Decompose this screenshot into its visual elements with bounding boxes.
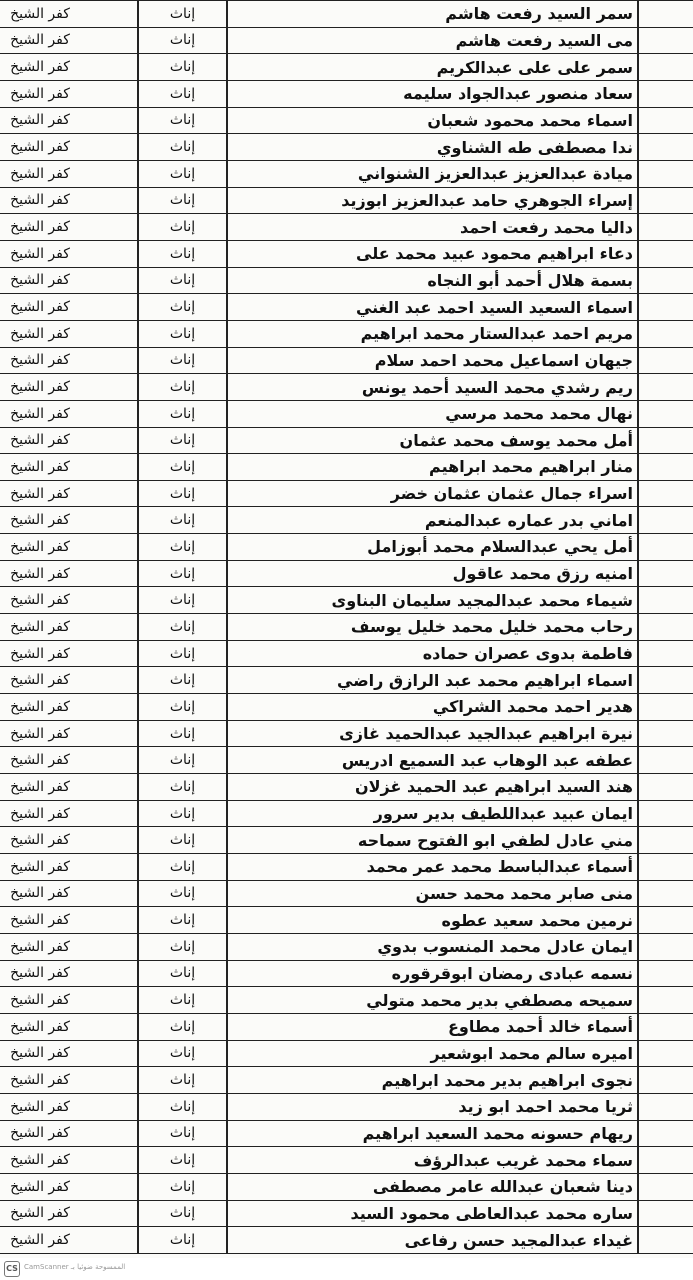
blank-cell [80,854,138,881]
name-cell: مريم احمد عبدالستار محمد ابراهيم [227,320,638,347]
blank-cell [638,1200,693,1227]
blank-cell [80,1200,138,1227]
gender-cell: إناث [138,880,227,907]
name-cell: اميره سالم محمد ابوشعير [227,1040,638,1067]
governorate-cell: كفر الشيخ [0,933,80,960]
name-cell: اسماء السعيد السيد احمد عبد الغني [227,294,638,321]
names-table-body [0,1,693,1254]
scanner-footer [0,1258,693,1280]
name-cell: نسمه عبادى رمضان ابوقرقوره [227,960,638,987]
blank-cell [80,933,138,960]
blank-cell [638,80,693,107]
blank-cell [80,907,138,934]
gender-cell: إناث [138,534,227,561]
name-cell: هند السيد ابراهيم عبد الحميد غزلان [227,774,638,801]
governorate-cell: كفر الشيخ [0,480,80,507]
table-row [0,854,693,881]
gender-cell: إناث [138,933,227,960]
blank-cell [80,1147,138,1174]
table-row [0,480,693,507]
blank-cell [638,294,693,321]
name-cell: إسراء الجوهري حامد عبدالعزيز ابوزيد [227,187,638,214]
gender-cell: إناث [138,267,227,294]
table-row [0,507,693,534]
blank-cell [80,1173,138,1200]
blank-cell [80,267,138,294]
blank-cell [638,614,693,641]
gender-cell: إناث [138,1013,227,1040]
blank-cell [80,320,138,347]
blank-cell [638,987,693,1014]
blank-cell [638,187,693,214]
governorate-cell: كفر الشيخ [0,774,80,801]
name-cell: دينا شعبان عبدالله عامر مصطفى [227,1173,638,1200]
table-row [0,907,693,934]
gender-cell: إناث [138,640,227,667]
blank-cell [638,160,693,187]
governorate-cell: كفر الشيخ [0,347,80,374]
blank-cell [80,214,138,241]
table-row [0,640,693,667]
blank-cell [80,774,138,801]
governorate-cell: كفر الشيخ [0,694,80,721]
name-cell: منار ابراهيم محمد ابراهيم [227,454,638,481]
table-row [0,240,693,267]
table-row [0,1040,693,1067]
gender-cell: إناث [138,907,227,934]
gender-cell: إناث [138,587,227,614]
governorate-cell: كفر الشيخ [0,240,80,267]
name-cell: هدير احمد محمد الشراكي [227,694,638,721]
name-cell: اسماء محمد محمود شعبان [227,107,638,134]
governorate-cell: كفر الشيخ [0,134,80,161]
governorate-cell: كفر الشيخ [0,587,80,614]
camscanner-logo-icon: CS [4,1261,20,1277]
name-cell: منى صابر محمد محمد حسن [227,880,638,907]
blank-cell [80,827,138,854]
blank-cell [80,800,138,827]
governorate-cell: كفر الشيخ [0,1147,80,1174]
name-cell: رحاب محمد خليل محمد خليل يوسف [227,614,638,641]
blank-cell [80,1,138,28]
blank-cell [80,507,138,534]
name-cell: ساره محمد عبدالعاطى محمود السيد [227,1200,638,1227]
name-cell: مني عادل لطفي ابو الفتوح سماحه [227,827,638,854]
name-cell: ريم رشدي محمد السيد أحمد يونس [227,374,638,401]
blank-cell [638,1040,693,1067]
governorate-cell: كفر الشيخ [0,214,80,241]
table-row [0,987,693,1014]
gender-cell: إناث [138,560,227,587]
blank-cell [638,774,693,801]
governorate-cell: كفر الشيخ [0,747,80,774]
name-cell: جيهان اسماعيل محمد احمد سلام [227,347,638,374]
table-row [0,880,693,907]
governorate-cell: كفر الشيخ [0,374,80,401]
blank-cell [638,1013,693,1040]
blank-cell [80,747,138,774]
name-cell: اسماء ابراهيم محمد عبد الرازق راضي [227,667,638,694]
gender-cell: إناث [138,80,227,107]
blank-cell [638,107,693,134]
governorate-cell: كفر الشيخ [0,534,80,561]
name-cell: عطفه عبد الوهاب عبد السميع ادريس [227,747,638,774]
blank-cell [638,54,693,81]
blank-cell [638,587,693,614]
blank-cell [638,933,693,960]
blank-cell [80,640,138,667]
table-row [0,614,693,641]
governorate-cell: كفر الشيخ [0,267,80,294]
blank-cell [80,1040,138,1067]
governorate-cell: كفر الشيخ [0,614,80,641]
name-cell: سمر على على عبدالكريم [227,54,638,81]
governorate-cell: كفر الشيخ [0,427,80,454]
blank-cell [80,160,138,187]
governorate-cell: كفر الشيخ [0,1040,80,1067]
governorate-cell: كفر الشيخ [0,854,80,881]
governorate-cell: كفر الشيخ [0,187,80,214]
name-cell: ايمان عادل محمد المنسوب بدوي [227,933,638,960]
scanner-watermark-text: CamScanner الممسوحة ضوئيا بـ [24,1263,126,1271]
governorate-cell: كفر الشيخ [0,800,80,827]
table-row [0,294,693,321]
name-cell: ايمان عبيد عبداللطيف بدير سرور [227,800,638,827]
gender-cell: إناث [138,107,227,134]
name-cell: بسمة هلال أحمد أبو النجاه [227,267,638,294]
governorate-cell: كفر الشيخ [0,54,80,81]
name-cell: أسماء عبدالباسط محمد عمر محمد [227,854,638,881]
governorate-cell: كفر الشيخ [0,294,80,321]
name-cell: نجوى ابراهيم بدير محمد ابراهيم [227,1067,638,1094]
blank-cell [80,1013,138,1040]
governorate-cell: كفر الشيخ [0,507,80,534]
blank-cell [638,1120,693,1147]
blank-cell [80,134,138,161]
name-cell: أمل يحي عبدالسلام محمد أبوزامل [227,534,638,561]
blank-cell [80,27,138,54]
gender-cell: إناث [138,1120,227,1147]
table-row [0,1013,693,1040]
table-row [0,827,693,854]
governorate-cell: كفر الشيخ [0,1067,80,1094]
blank-cell [80,987,138,1014]
table-row [0,1200,693,1227]
blank-cell [638,134,693,161]
gender-cell: إناث [138,747,227,774]
name-cell: ثريا محمد احمد ابو زيد [227,1093,638,1120]
governorate-cell: كفر الشيخ [0,1200,80,1227]
table-row [0,560,693,587]
gender-cell: إناث [138,1173,227,1200]
blank-cell [638,480,693,507]
blank-cell [80,667,138,694]
blank-cell [80,374,138,401]
blank-cell [80,294,138,321]
table-row [0,160,693,187]
table-row [0,667,693,694]
name-cell: ندا مصطفى طه الشناوي [227,134,638,161]
table-row [0,1120,693,1147]
blank-cell [638,400,693,427]
table-row [0,80,693,107]
blank-cell [638,1227,693,1254]
table-row [0,107,693,134]
blank-cell [638,747,693,774]
blank-cell [638,507,693,534]
blank-cell [638,1067,693,1094]
blank-cell [638,907,693,934]
gender-cell: إناث [138,960,227,987]
table-row [0,774,693,801]
governorate-cell: كفر الشيخ [0,880,80,907]
table-row [0,54,693,81]
blank-cell [638,960,693,987]
gender-cell: إناث [138,240,227,267]
blank-cell [80,587,138,614]
blank-cell [80,454,138,481]
gender-cell: إناث [138,187,227,214]
table-row [0,694,693,721]
gender-cell: إناث [138,614,227,641]
blank-cell [638,667,693,694]
governorate-cell: كفر الشيخ [0,1120,80,1147]
blank-cell [638,800,693,827]
name-cell: غيداء عبدالمجيد حسن رفاعى [227,1227,638,1254]
gender-cell: إناث [138,454,227,481]
gender-cell: إناث [138,347,227,374]
blank-cell [80,427,138,454]
blank-cell [638,1093,693,1120]
table-row [0,1093,693,1120]
gender-cell: إناث [138,427,227,454]
blank-cell [80,400,138,427]
table-row [0,400,693,427]
gender-cell: إناث [138,800,227,827]
name-cell: سمر السيد رفعت هاشم [227,1,638,28]
blank-cell [80,347,138,374]
blank-cell [638,694,693,721]
blank-cell [638,720,693,747]
blank-cell [638,640,693,667]
gender-cell: إناث [138,854,227,881]
name-cell: سعاد منصور عبدالجواد سليمه [227,80,638,107]
blank-cell [80,1067,138,1094]
blank-cell [80,480,138,507]
name-cell: نهال محمد محمد مرسي [227,400,638,427]
gender-cell: إناث [138,827,227,854]
blank-cell [638,534,693,561]
blank-cell [638,854,693,881]
blank-cell [638,374,693,401]
blank-cell [80,960,138,987]
blank-cell [638,1173,693,1200]
blank-cell [638,454,693,481]
governorate-cell: كفر الشيخ [0,1173,80,1200]
gender-cell: إناث [138,720,227,747]
table-row [0,427,693,454]
gender-cell: إناث [138,160,227,187]
blank-cell [638,880,693,907]
governorate-cell: كفر الشيخ [0,960,80,987]
gender-cell: إناث [138,320,227,347]
name-cell: سماء محمد غريب عبدالرؤف [227,1147,638,1174]
governorate-cell: كفر الشيخ [0,1093,80,1120]
table-row [0,320,693,347]
table-row [0,267,693,294]
blank-cell [638,1,693,28]
gender-cell: إناث [138,774,227,801]
table-row [0,534,693,561]
governorate-cell: كفر الشيخ [0,27,80,54]
blank-cell [80,560,138,587]
gender-cell: إناث [138,1147,227,1174]
blank-cell [80,614,138,641]
gender-cell: إناث [138,1227,227,1254]
gender-cell: إناث [138,1067,227,1094]
gender-cell: إناث [138,134,227,161]
blank-cell [638,1147,693,1174]
gender-cell: إناث [138,694,227,721]
gender-cell: إناث [138,507,227,534]
table-row [0,1,693,28]
name-cell: اسراء جمال عثمان عثمان خضر [227,480,638,507]
table-row [0,27,693,54]
table-row [0,1147,693,1174]
blank-cell [80,1093,138,1120]
blank-cell [80,720,138,747]
name-cell: داليا محمد رفعت احمد [227,214,638,241]
blank-cell [80,880,138,907]
governorate-cell: كفر الشيخ [0,1013,80,1040]
table-row [0,134,693,161]
name-cell: مى السيد رفعت هاشم [227,27,638,54]
governorate-cell: كفر الشيخ [0,640,80,667]
name-cell: أسماء خالد أحمد مطاوع [227,1013,638,1040]
gender-cell: إناث [138,480,227,507]
governorate-cell: كفر الشيخ [0,907,80,934]
gender-cell: إناث [138,1093,227,1120]
table-row [0,1173,693,1200]
governorate-cell: كفر الشيخ [0,320,80,347]
blank-cell [638,560,693,587]
name-cell: نرمين محمد سعيد عطوه [227,907,638,934]
table-row [0,800,693,827]
table-row [0,960,693,987]
governorate-cell: كفر الشيخ [0,160,80,187]
table-row [0,1067,693,1094]
governorate-cell: كفر الشيخ [0,827,80,854]
gender-cell: إناث [138,54,227,81]
blank-cell [638,827,693,854]
table-row [0,374,693,401]
governorate-cell: كفر الشيخ [0,80,80,107]
governorate-cell: كفر الشيخ [0,720,80,747]
name-cell: دعاء ابراهيم محمود عبيد محمد على [227,240,638,267]
name-cell: ريهام حسونه محمد السعيد ابراهيم [227,1120,638,1147]
governorate-cell: كفر الشيخ [0,1,80,28]
gender-cell: إناث [138,374,227,401]
blank-cell [638,427,693,454]
gender-cell: إناث [138,214,227,241]
name-cell: شيماء محمد عبدالمجيد سليمان البناوى [227,587,638,614]
blank-cell [80,694,138,721]
blank-cell [638,267,693,294]
table-row [0,1227,693,1254]
name-cell: ميادة عبدالعزيز عبدالعزيز الشنواني [227,160,638,187]
gender-cell: إناث [138,27,227,54]
gender-cell: إناث [138,987,227,1014]
gender-cell: إناث [138,1,227,28]
gender-cell: إناث [138,1200,227,1227]
governorate-cell: كفر الشيخ [0,107,80,134]
table-row [0,720,693,747]
name-cell: امنيه رزق محمد عاقول [227,560,638,587]
table-row [0,747,693,774]
blank-cell [638,214,693,241]
blank-cell [638,347,693,374]
blank-cell [638,27,693,54]
table-row [0,933,693,960]
governorate-cell: كفر الشيخ [0,560,80,587]
blank-cell [80,80,138,107]
blank-cell [80,534,138,561]
blank-cell [80,187,138,214]
name-cell: اماني بدر عماره عبدالمنعم [227,507,638,534]
gender-cell: إناث [138,1040,227,1067]
governorate-cell: كفر الشيخ [0,454,80,481]
governorate-cell: كفر الشيخ [0,987,80,1014]
blank-cell [638,320,693,347]
name-cell: أمل محمد يوسف محمد عثمان [227,427,638,454]
gender-cell: إناث [138,667,227,694]
gender-cell: إناث [138,400,227,427]
blank-cell [638,240,693,267]
name-cell: سميحه مصطفي بدير محمد متولي [227,987,638,1014]
table-row [0,454,693,481]
table-row [0,347,693,374]
name-cell: فاطمة بدوى عصران حماده [227,640,638,667]
name-cell: نيرة ابراهيم عبدالجيد عبدالحميد غازى [227,720,638,747]
blank-cell [80,107,138,134]
table-row [0,214,693,241]
governorate-cell: كفر الشيخ [0,667,80,694]
blank-cell [80,54,138,81]
governorate-cell: كفر الشيخ [0,400,80,427]
table-row [0,587,693,614]
gender-cell: إناث [138,294,227,321]
blank-cell [80,1120,138,1147]
blank-cell [80,1227,138,1254]
governorate-cell: كفر الشيخ [0,1227,80,1254]
table-row [0,187,693,214]
blank-cell [80,240,138,267]
